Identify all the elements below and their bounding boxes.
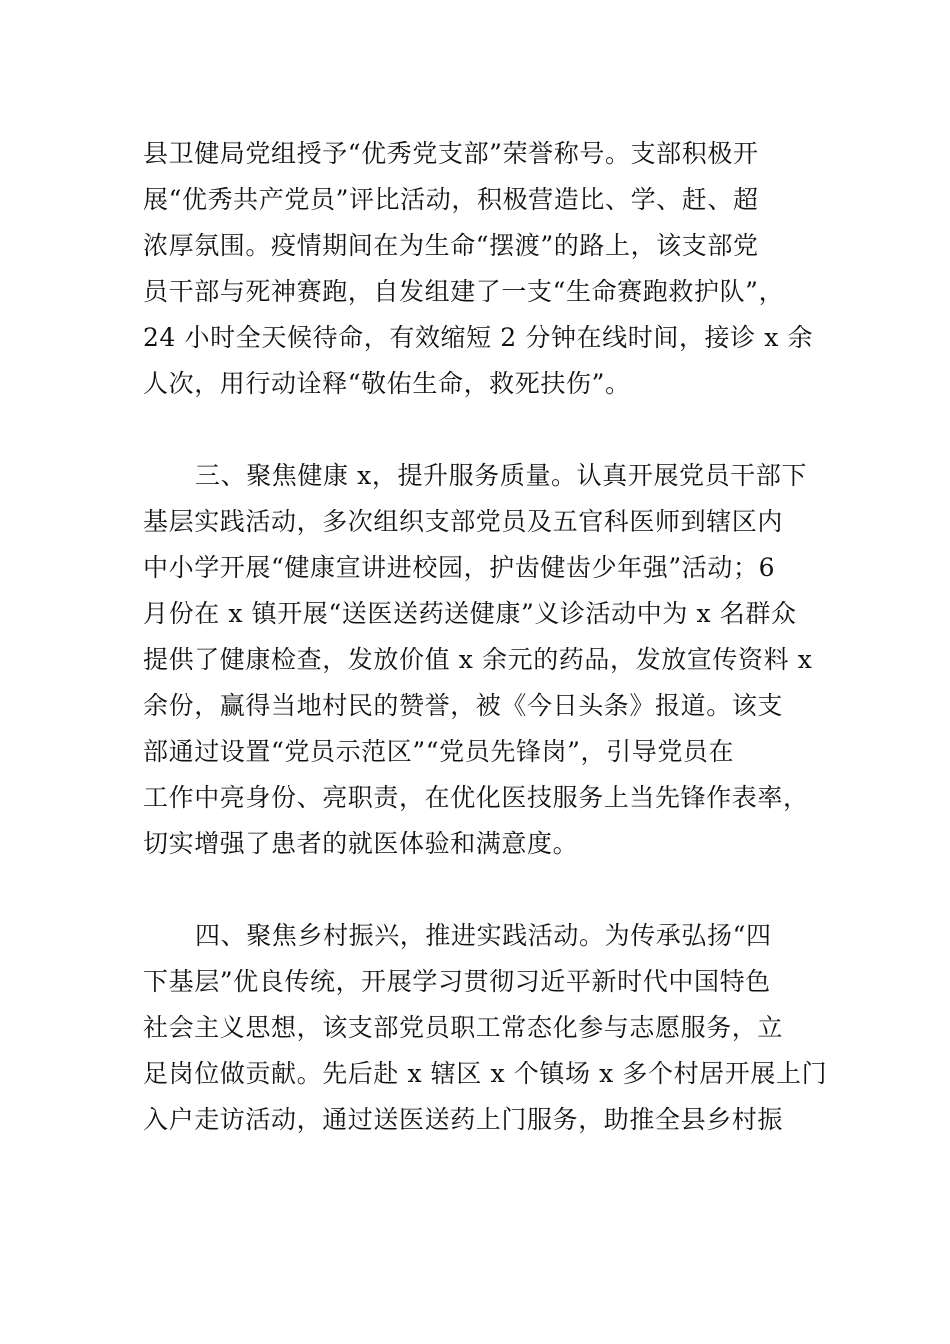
paragraph-3-line-4: 足岗位做贡献。先后赴 x 辖区 x 个镇场 x 多个村居开展上门 <box>143 1059 828 1088</box>
paragraph-3-line-5: 入户走访活动，通过送医送药上门服务，助推全县乡村振 <box>143 1105 784 1134</box>
paragraph-2-line-5: 提供了健康检查，发放价值 x 余元的药品，发放宣传资料 x <box>143 645 813 674</box>
paragraph-3-line-1: 四、聚焦乡村振兴，推进实践活动。为传承弘扬“四 <box>195 921 772 950</box>
paragraph-3-line-3: 社会主义思想，该支部党员职工常态化参与志愿服务，立 <box>143 1013 784 1042</box>
paragraph-2-line-4: 月份在 x 镇开展“送医送药送健康”义诊活动中为 x 名群众 <box>143 599 797 628</box>
paragraph-2-line-8: 工作中亮身份、亮职责，在优化医技服务上当先锋作表率， <box>143 783 809 812</box>
paragraph-1-line-6: 人次，用行动诠释“敬佑生命，救死扶伤”。 <box>143 369 631 398</box>
paragraph-2-line-2: 基层实践活动，多次组织支部党员及五官科医师到辖区内 <box>143 507 784 536</box>
paragraph-1-line-4: 员干部与死神赛跑，自发组建了一支“生命赛跑救护队”， <box>143 277 785 306</box>
paragraph-2-line-9: 切实增强了患者的就医体验和满意度。 <box>143 829 579 858</box>
paragraph-1-line-5: 24 小时全天候待命，有效缩短 2 分钟在线时间，接诊 x 余 <box>143 323 814 352</box>
paragraph-2-line-6: 余份，赢得当地村民的赞誉，被《今日头条》报道。该支 <box>143 691 784 720</box>
paragraph-1-line-2: 展“优秀共产党员”评比活动，积极营造比、学、赶、超 <box>143 185 759 214</box>
paragraph-2-line-1: 三、聚焦健康 x，提升服务质量。认真开展党员干部下 <box>195 461 808 490</box>
paragraph-2-line-7: 部通过设置“党员示范区”“党员先锋岗”，引导党员在 <box>143 737 735 766</box>
paragraph-3-line-2: 下基层”优良传统，开展学习贯彻习近平新时代中国特色 <box>143 967 771 996</box>
paragraph-2-line-3: 中小学开展“健康宣讲进校园，护齿健齿少年强”活动；6 <box>143 553 776 582</box>
paragraph-1-line-3: 浓厚氛围。疫情期间在为生命“摆渡”的路上，该支部党 <box>143 231 759 260</box>
paragraph-1-line-1: 县卫健局党组授予“优秀党支部”荣誉称号。支部积极开 <box>143 139 759 168</box>
